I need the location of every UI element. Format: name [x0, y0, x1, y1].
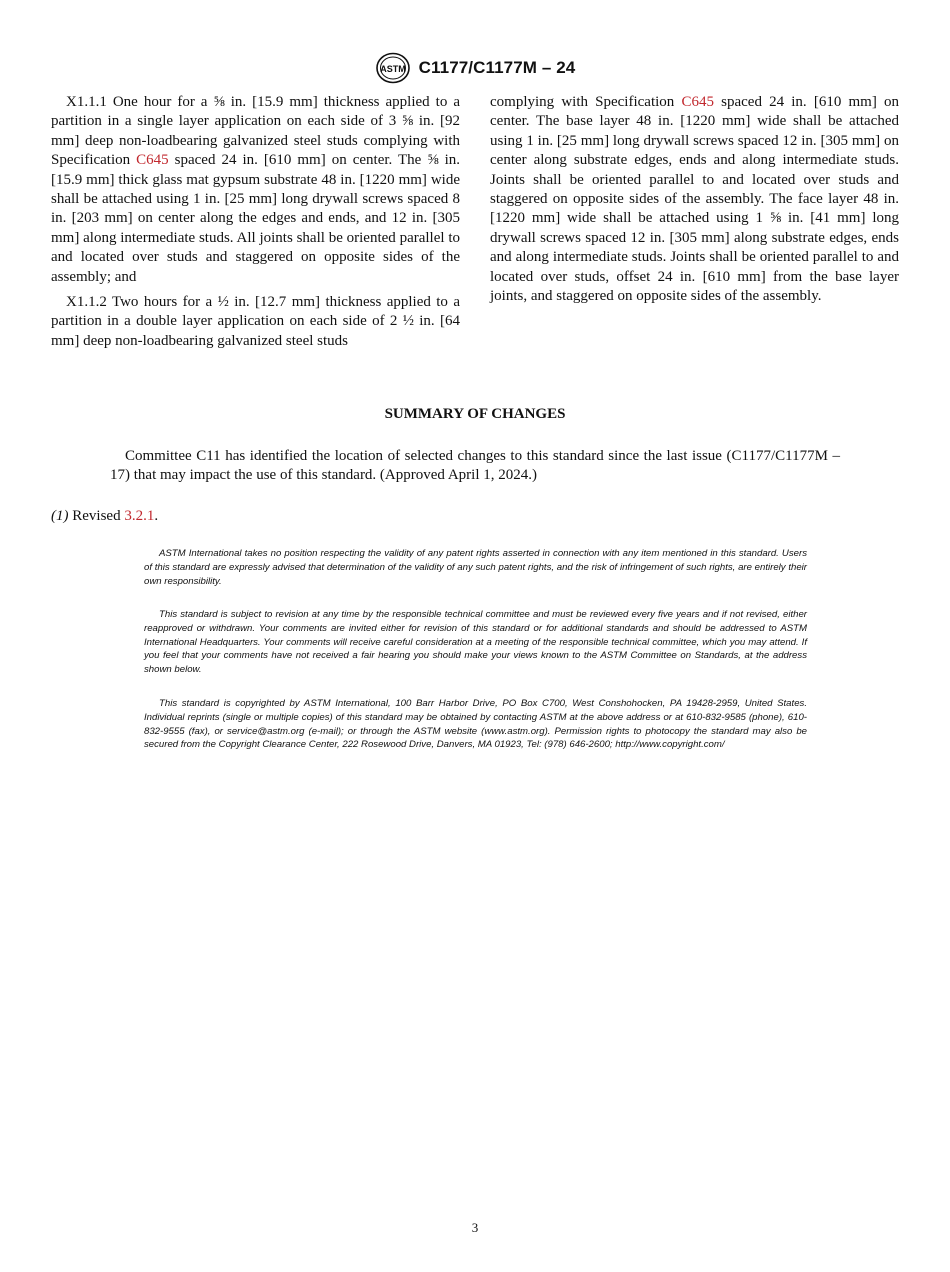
revision-notice: This standard is subject to revision at any time by the responsible technical committee and must be reviewed every five years and if not revised, either reapproved or withdrawn. Your comments are invited either for revision of this standard or for additional standards and should be addressed to ASTM International Headquarters. Your comments will receive careful consideration at a meeting of the responsible technical committee, which you may attend. If you feel that your comments have not received a fair hearing you should make your views known to the ASTM Committee on Standards, at the address shown below. [144, 609, 807, 676]
standard-designation: C1177/C1177M – 24 [418, 58, 576, 77]
change-item: (1) Revised 3.2.1. [51, 508, 159, 524]
link-c645[interactable]: C645 [681, 94, 714, 110]
copyright-notice: This standard is copyrighted by ASTM International, 100 Barr Harbor Drive, PO Box C700, West Conshohocken, PA 19428-2959, United States. Individual reprints (single or multiple copies) of this standard may be obtained by contacting ASTM at the above address or at 610-832-9585 (phone), 610-832-9555 (fax), or service@astm.org (e-mail); or through the ASTM website (www.astm.org). Permission rights to photocopy the standard may also be secured from the Copyright Clearance Center, 222 Rosewood Drive, Danvers, MA 01923, Tel: (978) 646-2600; http://www.copyright.com/ [144, 698, 807, 751]
page-header [0, 51, 950, 85]
right-column [490, 93, 899, 312]
link-3-2-1[interactable]: 3.2.1 [124, 508, 155, 524]
item-number: (1) [51, 508, 69, 524]
section-id: X1.1.1 [66, 94, 107, 110]
page-number: 3 [471, 1220, 479, 1235]
link-c645[interactable]: C645 [136, 152, 169, 169]
astm-logo-icon [375, 52, 411, 84]
paragraph-x1-1-2-continued: complying with Specification C645 spaced 24 in. [610 mm] on center. The base layer 48 in. [1220 mm] wide shall be attached using 1 in. [25 mm] long drywall screws spaced 12 in. [305 mm] on center along substrate edges, ends and along intermediate studs. Joints shall be oriented parallel to and located over studs and staggered on opposite sides of the assembly. The face layer 48 in. [1220 mm] wide shall be attached using 1 ⅝ in. [41 mm] long drywall screws spaced 12 in. [305 mm] along substrate edges, ends and along intermediate studs. Joints shall be oriented parallel to and located over studs, offset 24 in. [610 mm] from the base layer joints, and staggered on opposite sides of the assembly. [490, 94, 899, 305]
summary-title: SUMMARY OF CHANGES [384, 406, 566, 422]
section-id: X1.1.2 [66, 294, 107, 311]
paragraph-x1-1-1: X1.1.1 One hour for a ⅝ in. [15.9 mm] thickness applied to a partition in a single layer application on each side of 3 ⅝ in. [92 mm] deep non-loadbearing galvanized steel studs complying with Specification C645 spaced 24 in. [610 mm] on center. The ⅝ in. [15.9 mm] thick glass mat gypsum substrate 48 in. [1220 mm] wide shall be attached using 1 in. [25 mm] long drywall screws spaced 8 in. [203 mm] on center along the edges and ends, and 12 in. [305 mm] along intermediate studs. All joints shall be oriented parallel to and located over studs and staggered on opposite sides of the assembly; and [51, 94, 460, 285]
summary-body: Committee C11 has identified the location of selected changes to this standard since the last issue (C1177/C1177M – 17) that may impact the use of this standard. (Approved April 1, 2024.) [110, 448, 840, 484]
paragraph-x1-1-2: X1.1.2 Two hours for a ½ in. [12.7 mm] thickness applied to a partition in a double layer application on each side of 2 ½ in. [64 mm] deep non-loadbearing galvanized steel studs [51, 294, 460, 349]
logo-text: ASTM [379, 64, 406, 74]
left-column [51, 93, 460, 357]
patent-notice: ASTM International takes no position respecting the validity of any patent rights asserted in connection with any item mentioned in this standard. Users of this standard are expressly advised that determination of the validity of any such patent rights, and the risk of infringement of such rights, are entirely their own responsibility. [144, 548, 807, 587]
